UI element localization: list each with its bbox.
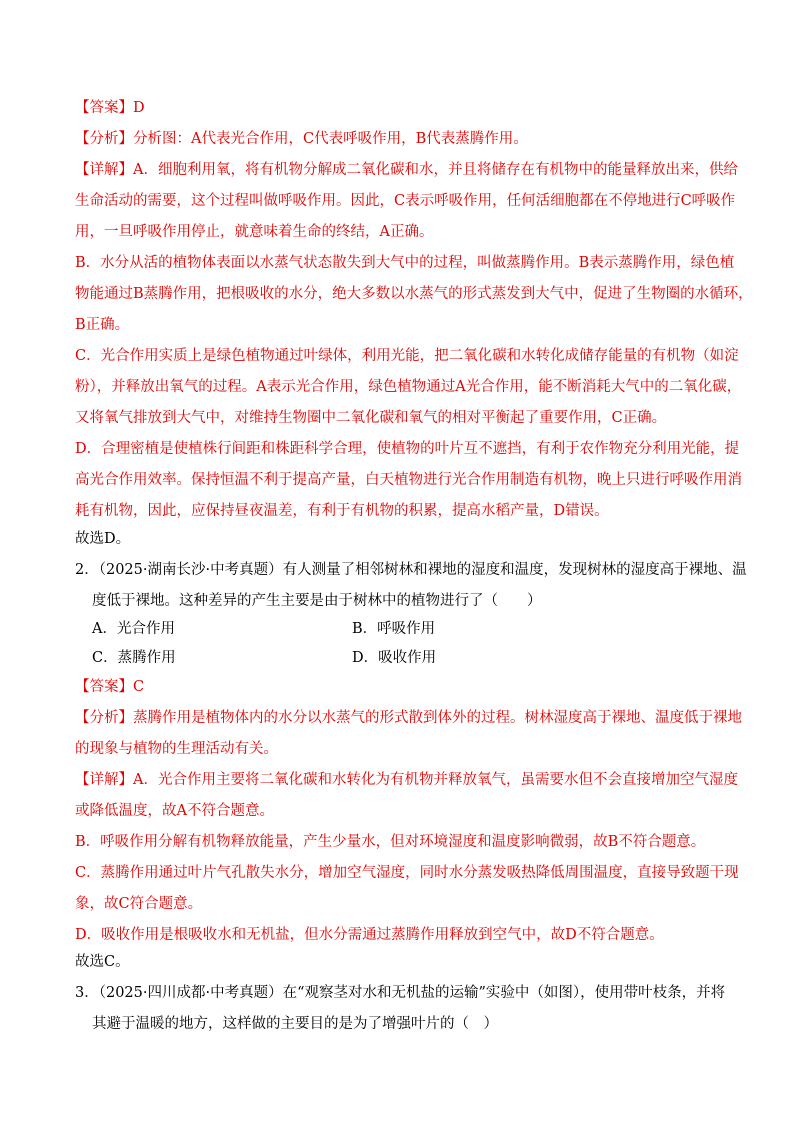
- detail-text: D．合理密植是使植株行间距和株距科学合理，使植物的叶片互不遮挡，有利于农作物充分利用光能，提: [75, 441, 740, 457]
- detail-text: 或降低温度，故A不符合题意。: [75, 803, 274, 819]
- answer-tag: 【答案】: [75, 679, 133, 695]
- answer-tag: 【答案】: [75, 100, 133, 116]
- conclusion-text: 故选C。: [75, 954, 130, 970]
- conclusion-text: 故选D。: [75, 531, 131, 547]
- analysis-line-1: [75, 129, 528, 149]
- option-c: C．蒸腾作用: [92, 650, 176, 666]
- detail-text: 象，故C符合题意。: [75, 896, 203, 912]
- detail-text: D．吸收作用是根吸收水和无机盐，但水分需通过蒸腾作用释放到空气中，故D不符合题意。: [75, 927, 664, 943]
- question-stem: 其避于温暖的地方，这样做的主要目的是为了增强叶片的（ ）: [92, 1016, 498, 1032]
- analysis-line-2: [75, 708, 742, 728]
- detail-line-2: [75, 770, 738, 790]
- detail-text: A．光合作用主要将二氧化碳和水转化为有机物并释放氧气，虽需要水但不会直接增加空气湿度: [133, 772, 738, 788]
- analysis-text: 蒸腾作用是植物体内的水分以水蒸气的形式散到体外的过程。树林湿度高于裸地、温度低于裸地: [133, 710, 742, 726]
- question-number: 3．: [75, 985, 99, 1001]
- analysis-tag: 【分析】: [75, 131, 133, 147]
- detail-text: B．水分从活的植物体表面以水蒸气状态散失到大气中的过程，叫做蒸腾作用。B表示蒸腾作用，绿色植: [75, 255, 735, 271]
- question-number: 2．: [75, 562, 99, 578]
- question-stem: （2025·四川成都·中考真题）在“观察茎对水和无机盐的运输”实验中（如图），使用带叶枝条，并将: [98, 985, 726, 1001]
- analysis-text: 的现象与植物的生理活动有关。: [75, 741, 278, 757]
- option-a: A．光合作用: [92, 621, 175, 637]
- analysis-text: 分析图：A代表光合作用，C代表呼吸作用，B代表蒸腾作用。: [133, 131, 528, 147]
- question-stem: 度低于裸地。这种差异的产生主要是由于树林中的植物进行了（ ）: [92, 593, 542, 609]
- detail-text: 又将氧气排放到大气中，对维持生物圈中二氧化碳和氧气的相对平衡起了重要作用，C正确。: [75, 410, 667, 426]
- question-3-stem: [75, 983, 725, 1003]
- analysis-tag: 【分析】: [75, 710, 133, 726]
- option-d: D．吸收作用: [352, 650, 437, 666]
- detail-line: [75, 160, 738, 180]
- detail-text: A．细胞利用氧，将有机物分解成二氧化碳和水，并且将储存在有机物中的能量释放出来，供给: [133, 162, 738, 178]
- question-2-stem: [75, 560, 747, 580]
- detail-text: 粉），并释放出氧气的过程。A表示光合作用，绿色植物通过A光合作用，能不断消耗大气中的二氧化碳，: [75, 379, 742, 395]
- answer-value: C: [133, 679, 145, 695]
- option-b: B．呼吸作用: [352, 621, 436, 637]
- detail-text: C．蒸腾作用通过叶片气孔散失水分，增加空气湿度，同时水分蒸发吸热降低周围温度，直接导致题干现: [75, 865, 739, 881]
- detail-text: B正确。: [75, 317, 130, 333]
- detail-text: 生命活动的需要，这个过程叫做呼吸作用。因此，C表示呼吸作用，任何活细胞都在不停地进行C呼吸作: [75, 193, 736, 209]
- detail-text: 物能通过B蒸腾作用，把根吸收的水分，绝大多数以水蒸气的形式蒸发到大气中，促进了生物圈的水循环，: [75, 286, 753, 302]
- answer-line-2: [75, 677, 144, 697]
- detail-text: B．呼吸作用分解有机物释放能量，产生少量水，但对环境湿度和温度影响微弱，故B不符合题意。: [75, 834, 706, 850]
- detail-text: 耗有机物，因此，应保持昼夜温差，有利于有机物的积累，提高水稻产量，D错误。: [75, 503, 609, 519]
- question-stem: （2025·湖南长沙·中考真题）有人测量了相邻树林和裸地的湿度和温度，发现树林的湿度高于裸地、温: [98, 562, 747, 578]
- detail-text: 用，一旦呼吸作用停止，就意味着生命的终结，A正确。: [75, 224, 434, 240]
- detail-tag: 【详解】: [75, 162, 133, 178]
- detail-text: 高光合作用效率。保持恒温不利于提高产量，白天植物进行光合作用制造有机物，晚上只进行呼吸作用消: [75, 472, 742, 488]
- answer-line-1: [75, 98, 145, 118]
- detail-text: C．光合作用实质上是绿色植物通过叶绿体，利用光能，把二氧化碳和水转化成储存能量的有机物（如淀: [75, 348, 739, 364]
- answer-value: D: [133, 100, 145, 116]
- detail-tag: 【详解】: [75, 772, 133, 788]
